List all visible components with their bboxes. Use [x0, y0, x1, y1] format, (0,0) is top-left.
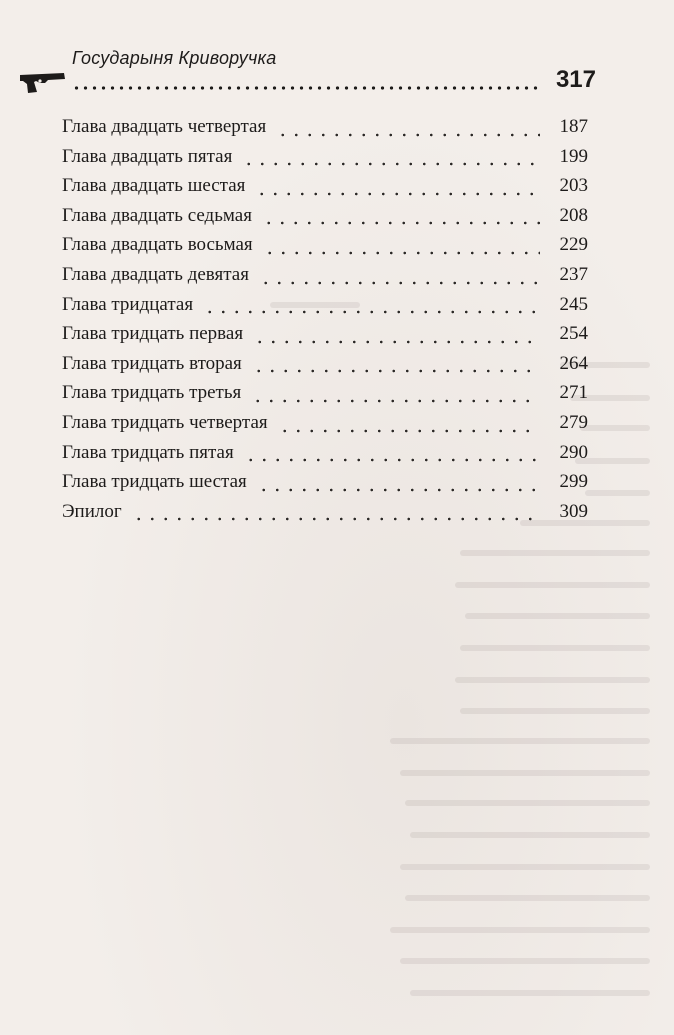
toc-entry-page: 245	[559, 293, 588, 315]
toc-leader-dots	[255, 192, 540, 196]
toc-entry	[62, 471, 588, 501]
toc-leader-dots	[276, 133, 540, 137]
book-title: Государыня Криворучка	[72, 48, 277, 68]
toc-leader-dots	[263, 251, 540, 255]
toc-leader-dots	[203, 310, 540, 314]
toc-entry-page: 309	[559, 500, 588, 522]
toc-entry-title: Глава тридцать первая	[62, 323, 244, 345]
toc-leader-dots	[262, 221, 540, 225]
toc-entry	[62, 353, 588, 383]
toc-entry	[62, 412, 588, 442]
toc-entry-title: Глава тридцать пятая	[62, 441, 234, 463]
toc-entry-page: 290	[559, 441, 588, 463]
toc-entry	[62, 294, 588, 324]
toc-leader-dots	[253, 340, 540, 344]
toc-entry-page: 279	[559, 411, 588, 433]
toc-entry	[62, 442, 588, 472]
toc-entry-page: 229	[559, 234, 588, 256]
toc-entry-title: Глава тридцать третья	[62, 382, 242, 404]
table-of-contents	[62, 116, 588, 530]
toc-entry	[62, 264, 588, 294]
toc-entry-page: 237	[559, 263, 588, 285]
toc-entry	[62, 116, 588, 146]
toc-entry	[62, 323, 588, 353]
toc-entry-page: 271	[559, 382, 588, 404]
toc-entry	[62, 501, 588, 531]
toc-entry-page: 187	[559, 116, 588, 137]
toc-entry-title: Глава тридцать четвертая	[62, 411, 268, 433]
toc-leader-dots	[132, 517, 540, 521]
toc-leader-dots	[251, 399, 540, 403]
running-header	[18, 44, 604, 96]
toc-entry-page: 203	[559, 175, 588, 197]
page-number: 317	[555, 66, 596, 93]
header-dotted-rule	[72, 86, 542, 90]
toc-entry-page: 199	[559, 145, 588, 167]
toc-leader-dots	[252, 369, 540, 373]
toc-entry-page: 208	[559, 204, 588, 226]
toc-leader-dots	[278, 429, 540, 433]
toc-entry-title: Глава двадцать девятая	[62, 263, 249, 285]
toc-entry-title: Глава тридцать вторая	[62, 352, 242, 374]
toc-entry-title: Глава тридцать шестая	[62, 471, 247, 493]
toc-entry-title: Эпилог	[62, 500, 122, 522]
toc-entry-page: 264	[559, 352, 588, 374]
toc-entry-title: Глава двадцать седьмая	[62, 204, 252, 226]
toc-entry	[62, 382, 588, 412]
pistol-icon	[18, 70, 68, 94]
toc-entry	[62, 234, 588, 264]
toc-entry	[62, 205, 588, 235]
toc-entry-title: Глава тридцатая	[62, 293, 194, 315]
toc-entry-title: Глава двадцать пятая	[62, 145, 233, 167]
toc-entry-page: 299	[559, 471, 588, 493]
toc-leader-dots	[259, 281, 540, 285]
toc-leader-dots	[244, 458, 540, 462]
toc-entry-title: Глава двадцать восьмая	[62, 234, 253, 256]
toc-entry-page: 254	[559, 323, 588, 345]
toc-entry	[62, 175, 588, 205]
toc-entry	[62, 146, 588, 176]
toc-entry-title: Глава двадцать шестая	[62, 175, 246, 197]
toc-entry-title: Глава двадцать четвертая	[62, 116, 267, 137]
toc-leader-dots	[242, 162, 540, 166]
toc-leader-dots	[257, 488, 540, 492]
